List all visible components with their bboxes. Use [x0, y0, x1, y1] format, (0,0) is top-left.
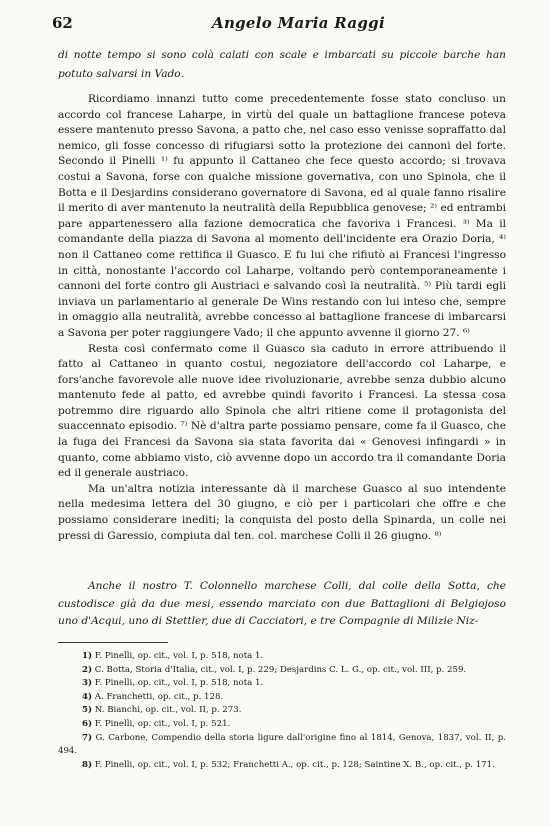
- footnote: [58, 650, 506, 664]
- footnote-divider: [58, 642, 168, 643]
- page-header: [52, 14, 512, 34]
- footnote-number: 7): [82, 732, 93, 743]
- body-text: [58, 92, 506, 544]
- footnote: [58, 718, 506, 732]
- footnote-number: 6): [82, 718, 93, 729]
- footnote: [58, 704, 506, 718]
- paragraph: Ricordiamo innanzi tutto come precedentemente fosse stato concluso un accordo col francese Laharpe, in virtù del quale un battaglione francese poteva essere mantenuto presso Savona, a patto che, nel caso esso venisse sopraffatto dal nemico, gli fosse concesso di rifugiarsi sotto la protezione dei cannoni del forte. Secondo il Pinelli ¹⁾ fu appunto il Cattaneo che fece questo accordo; si trovava costui a Savona, forse con qualche missione governativa, con uno Spinola, che il Botta e il Desjardins considerano governatore di Savona, ed al quale fanno risalire il merito di aver mantenuto la neutralità della Repubblica genovese; ²⁾ ed entrambi pare appartenessero alla fazione democratica che favoriva i Francesi. ³⁾ Ma il comandante della piazza di Savona al momento dell'incidente era Orazio Doria, ⁴⁾ non il Cattaneo come rettifica il Guasco. E fu lui che rifiutò ai Francesi l'ingresso in città, nonostante l'accordo col Laharpe, voltando però contemporaneamente i cannoni del forte contro gli Austriaci e salvando così la neutralità. ⁵⁾ Più tardi egli inviava un parlamentario al generale De Wins restando con lui inteso che, sempre in omaggio alla neutralità, avrebbe concesso al battaglione francese di imbarcarsi a Savona per poter raggiungere Vado; il che appunto avvenne il giorno 27. ⁶⁾: [58, 93, 506, 339]
- footnote-text: C. Botta, Storia d'Italia, cit., vol. I, p. 229; Desjardins C. L. G., op. cit., vol. III, p. 259.: [94, 664, 467, 675]
- footnote-number: 2): [82, 664, 93, 675]
- intro-quote: di notte tempo si sono colà calati con scale e imbarcati su piccole barche han potuto salvarsi in Vado.: [58, 49, 506, 80]
- footnote: [58, 759, 506, 773]
- footnote-text: F. Pinelli, op. cit., vol. I, p. 518, nota 1.: [94, 651, 264, 661]
- closing-quote-text: Anche il nostro T. Colonnello marchese Colli, dal colle della Sotta, che custodisce già da due mesi, essendo marciato con due Battaglioni di Belgiojoso uno d'Acqui, uno di Stettler, due di Cacciatori, e tre Compagnie di Milizie Niz-: [58, 580, 506, 627]
- footnote-text: F. Pinelli, op. cit., vol. I, p. 532; Franchetti A., op. cit., p. 128; Saintine X. B., op. cit., p. 171.: [94, 759, 495, 770]
- page-number: 62: [52, 14, 73, 32]
- footnote-text: A. Franchetti, op. cit., p. 128.: [94, 691, 224, 702]
- footnote-text: N. Bianchi, op. cit., vol. II, p. 273.: [94, 705, 242, 716]
- footnote-number: 5): [82, 705, 93, 716]
- footnote: [58, 664, 506, 678]
- footnote-number: 1): [82, 651, 93, 661]
- footnote-text: F. Pinelli, op. cit., vol. I, p. 518, nota 1.: [94, 678, 264, 689]
- running-title: Angelo Maria Raggi: [212, 14, 385, 32]
- footnotes: [58, 650, 506, 772]
- footnote-text: G. Carbone, Compendio della storia ligure dall'origine fino al 1814, Genova, 1837, vol. II, p. 494.: [58, 732, 506, 757]
- footnote-number: 4): [82, 691, 93, 702]
- footnote-number: 8): [82, 759, 93, 770]
- closing-quote: [58, 578, 506, 631]
- paragraph: Ma un'altra notizia interessante dà il marchese Guasco al suo intendente nella medesima lettera del 30 giugno, e ciò per i particolari che offre e che possiamo considerare inediti; la conquista del posto della Spinarda, un colle nei pressi di Garessio, compiuta dal ten. col. marchese Colli il 26 giugno. ⁸⁾: [58, 482, 506, 542]
- paragraph: Resta così confermato come il Guasco sia caduto in errore attribuendo il fatto al Cattaneo in quanto costui, negoziatore dell'accordo col Laharpe, e fors'anche favorevole alle nuove idee rivoluzionarie, avrebbe senza dubbio alcuno mantenuto fede al patto, ed avrebbe quindi favorito i Francesi. La stessa cosa potremmo dire riguardo allo Spinola che altri ritiene come il protagonista del suaccennato episodio. ⁷⁾ Nè d'altra parte possiamo pensare, come fa il Guasco, che la fuga dei Francesi da Savona sia stata favorita dai « Genovesi infingardi » in quanto, come abbiamo visto, ciò avvenne dopo un accordo tra il comandante Doria ed il generale austriaco.: [58, 342, 506, 480]
- footnote-text: F. Pinelli, op. cit., vol. I, p. 521.: [94, 718, 231, 729]
- footnote: [58, 691, 506, 705]
- footnote: [58, 732, 506, 759]
- footnote: [58, 677, 506, 691]
- footnote-number: 3): [82, 678, 93, 689]
